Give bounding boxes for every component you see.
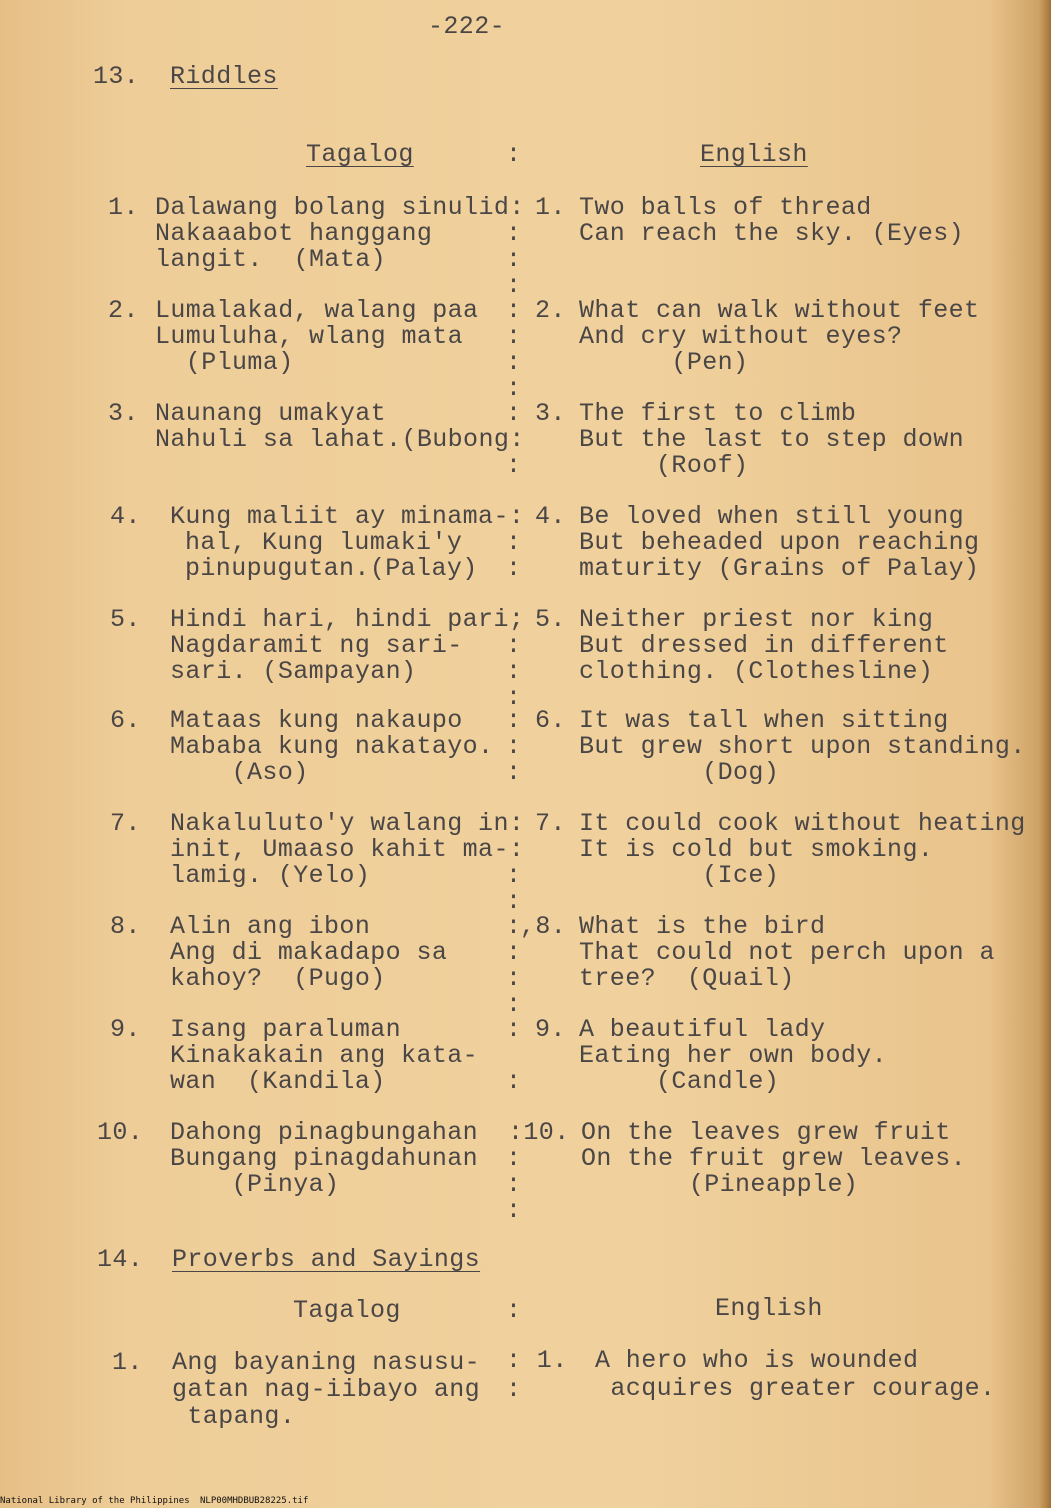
riddle-tagalog-line: (Aso): [170, 758, 309, 787]
riddle-english-line: It is cold but smoking.: [579, 835, 934, 864]
page-number: -222-: [428, 12, 506, 41]
column-separator-colon: :: [506, 964, 522, 993]
riddle-english-number: 7.: [535, 809, 566, 838]
column-separator-colon: :: [506, 861, 522, 890]
column-separator-colon: :: [506, 887, 522, 916]
riddle-tagalog-line: lamig. (Yelo): [170, 861, 371, 890]
column-separator-colon: :: [506, 219, 522, 248]
riddle-english-number: 9.: [535, 1015, 566, 1044]
page-edge-shadow: [1039, 0, 1051, 1508]
riddle-tagalog-line: Alin ang ibon: [170, 912, 371, 941]
riddle-english-line: That could not perch upon a: [579, 938, 995, 967]
proverbs-header-tagalog: Tagalog: [293, 1296, 401, 1325]
column-separator-colon: :: [506, 1067, 522, 1096]
riddle-english-number: :10.: [508, 1118, 570, 1147]
column-separator-colon: :: [506, 683, 522, 712]
riddle-tagalog-line: (Pluma): [155, 348, 294, 377]
section-13-number: 13.: [93, 62, 140, 91]
riddle-tagalog-line: Lumalakad, walang paa: [155, 296, 479, 325]
column-separator-colon: :: [506, 706, 522, 735]
riddle-english-line: The first to climb: [579, 399, 857, 428]
riddle-tagalog-line: Ang di makadapo sa: [170, 938, 448, 967]
riddle-tagalog-line: Dahong pinagbungahan: [170, 1118, 479, 1147]
riddle-english-line: Can reach the sky. (Eyes): [579, 219, 965, 248]
proverbs-header-separator: :: [506, 1296, 522, 1325]
riddle-number: 7.: [110, 809, 141, 838]
riddle-english-line: It was tall when sitting: [579, 706, 949, 735]
riddle-tagalog-line: init, Umaaso kahit ma-:: [170, 835, 525, 864]
proverb-english-line: A hero who is wounded: [595, 1346, 919, 1375]
riddle-english-number: 4.: [535, 502, 566, 531]
riddle-english-line: maturity (Grains of Palay): [579, 554, 980, 583]
riddle-english-line: But beheaded upon reaching: [579, 528, 980, 557]
column-separator-colon: :: [506, 1144, 522, 1173]
riddle-number: 5.: [110, 605, 141, 634]
riddle-tagalog-line: Bungang pinagdahunan: [170, 1144, 479, 1173]
riddle-english-line: On the fruit grew leaves.: [581, 1144, 967, 1173]
riddle-english-line: (Dog): [579, 758, 780, 787]
riddle-tagalog-line: (Pinya): [170, 1170, 340, 1199]
section-14-title: Proverbs and Sayings: [172, 1245, 481, 1274]
riddle-english-number: 3.: [535, 399, 566, 428]
column-separator-colon: :: [506, 322, 522, 351]
riddle-english-line: (Ice): [579, 861, 780, 890]
riddle-english-line: (Pineapple): [581, 1170, 859, 1199]
riddle-english-line: Two balls of thread: [579, 193, 872, 222]
riddle-tagalog-line: Hindi hari, hindi pari;: [170, 605, 525, 634]
column-separator-colon: :: [506, 938, 522, 967]
column-separator-colon: :: [506, 1196, 522, 1225]
riddle-english-number: ,8.: [520, 912, 567, 941]
riddles-header-english: English: [700, 140, 808, 169]
riddles-header-separator: :: [506, 140, 522, 169]
column-separator-colon: :: [506, 657, 522, 686]
column-separator-colon: :: [506, 912, 522, 941]
riddle-english-line: (Roof): [579, 451, 749, 480]
riddle-english-number: 2.: [535, 296, 566, 325]
column-separator-colon: :: [506, 1015, 522, 1044]
riddle-tagalog-line: Nagdaramit ng sari-: [170, 631, 463, 660]
proverb-tagalog-line: gatan nag-iibayo ang: [172, 1375, 481, 1404]
column-separator-colon: :: [506, 271, 522, 300]
riddle-english-line: What is the bird: [579, 912, 826, 941]
riddle-tagalog-line: Kinakakain ang kata-: [170, 1041, 479, 1070]
riddle-tagalog-line: Nahuli sa lahat.(Bubong:: [155, 425, 525, 454]
column-separator-colon: :: [506, 1375, 522, 1404]
footer-file-label: NLP00MHDBUB28225.tif: [200, 1496, 309, 1506]
riddle-english-line: But dressed in different: [579, 631, 949, 660]
riddle-tagalog-line: wan (Kandila): [170, 1067, 386, 1096]
column-separator-colon: :: [506, 528, 522, 557]
riddle-english-line: Eating her own body.: [579, 1041, 888, 1070]
riddle-tagalog-line: hal, Kung lumaki'y: [185, 528, 463, 557]
riddle-english-number: 6.: [535, 706, 566, 735]
column-separator-colon: :: [506, 732, 522, 761]
column-separator-colon: :: [506, 1170, 522, 1199]
proverb-number: 1.: [112, 1348, 143, 1377]
riddle-number: 10.: [97, 1118, 144, 1147]
riddle-number: 6.: [110, 706, 141, 735]
column-separator-colon: :: [506, 990, 522, 1019]
riddle-number: 4.: [110, 502, 141, 531]
riddle-tagalog-line: Nakaaabot hanggang: [155, 219, 433, 248]
proverb-tagalog-line: Ang bayaning nasusu-: [172, 1348, 481, 1377]
column-separator-colon: :: [506, 554, 522, 583]
footer-library-label: National Library of the Philippines: [0, 1496, 190, 1506]
riddle-tagalog-line: Kung maliit ay minama-:: [170, 502, 525, 531]
riddle-number: 9.: [110, 1015, 141, 1044]
riddle-tagalog-line: kahoy? (Pugo): [170, 964, 386, 993]
riddle-english-line: And cry without eyes?: [579, 322, 903, 351]
riddle-english-line: tree? (Quail): [579, 964, 795, 993]
riddle-number: 2.: [108, 296, 139, 325]
riddle-number: 3.: [108, 399, 139, 428]
section-13-title: Riddles: [170, 62, 278, 91]
riddle-tagalog-line: Mataas kung nakaupo: [170, 706, 463, 735]
riddle-tagalog-line: Naunang umakyat: [155, 399, 387, 428]
riddle-english-line: Neither priest nor king: [579, 605, 934, 634]
riddle-english-line: But the last to step down: [579, 425, 965, 454]
proverb-tagalog-line: tapang.: [172, 1402, 296, 1431]
riddle-number: 1.: [108, 193, 139, 222]
column-separator-colon: :: [506, 245, 522, 274]
column-separator-colon: :: [506, 374, 522, 403]
proverbs-header-english: English: [715, 1294, 823, 1323]
riddle-tagalog-line: Mababa kung nakatayo.: [170, 732, 494, 761]
riddle-english-line: clothing. (Clothesline): [579, 657, 934, 686]
riddle-english-number: 1.: [535, 193, 566, 222]
riddle-english-line: What can walk without feet: [579, 296, 980, 325]
column-separator-colon: :: [506, 758, 522, 787]
riddle-english-line: But grew short upon standing.: [579, 732, 1026, 761]
riddle-tagalog-line: langit. (Mata): [155, 245, 387, 274]
riddle-english-line: On the leaves grew fruit: [581, 1118, 951, 1147]
riddle-tagalog-line: Dalawang bolang sinulid:: [155, 193, 525, 222]
riddle-tagalog-line: Isang paraluman: [170, 1015, 402, 1044]
riddle-english-line: (Candle): [579, 1067, 780, 1096]
riddles-header-tagalog: Tagalog: [306, 140, 414, 169]
proverb-english-number: : 1.: [506, 1346, 568, 1375]
riddle-english-number: 5.: [535, 605, 566, 634]
column-separator-colon: :: [506, 631, 522, 660]
column-separator-colon: :: [506, 348, 522, 377]
section-14-number: 14.: [97, 1245, 144, 1274]
riddle-english-line: A beautiful lady: [579, 1015, 826, 1044]
riddle-english-line: (Pen): [579, 348, 749, 377]
riddle-english-line: Be loved when still young: [579, 502, 965, 531]
column-separator-colon: :: [506, 451, 522, 480]
column-separator-colon: :: [506, 296, 522, 325]
column-separator-colon: :: [506, 399, 522, 428]
proverb-english-line: acquires greater courage.: [595, 1374, 996, 1403]
riddle-tagalog-line: pinupugutan.(Palay): [185, 554, 478, 583]
riddle-tagalog-line: sari. (Sampayan): [170, 657, 417, 686]
riddle-tagalog-line: Lumuluha, wlang mata: [155, 322, 464, 351]
riddle-tagalog-line: Nakaluluto'y walang in:: [170, 809, 525, 838]
riddle-number: 8.: [110, 912, 141, 941]
riddle-english-line: It could cook without heating: [579, 809, 1026, 838]
